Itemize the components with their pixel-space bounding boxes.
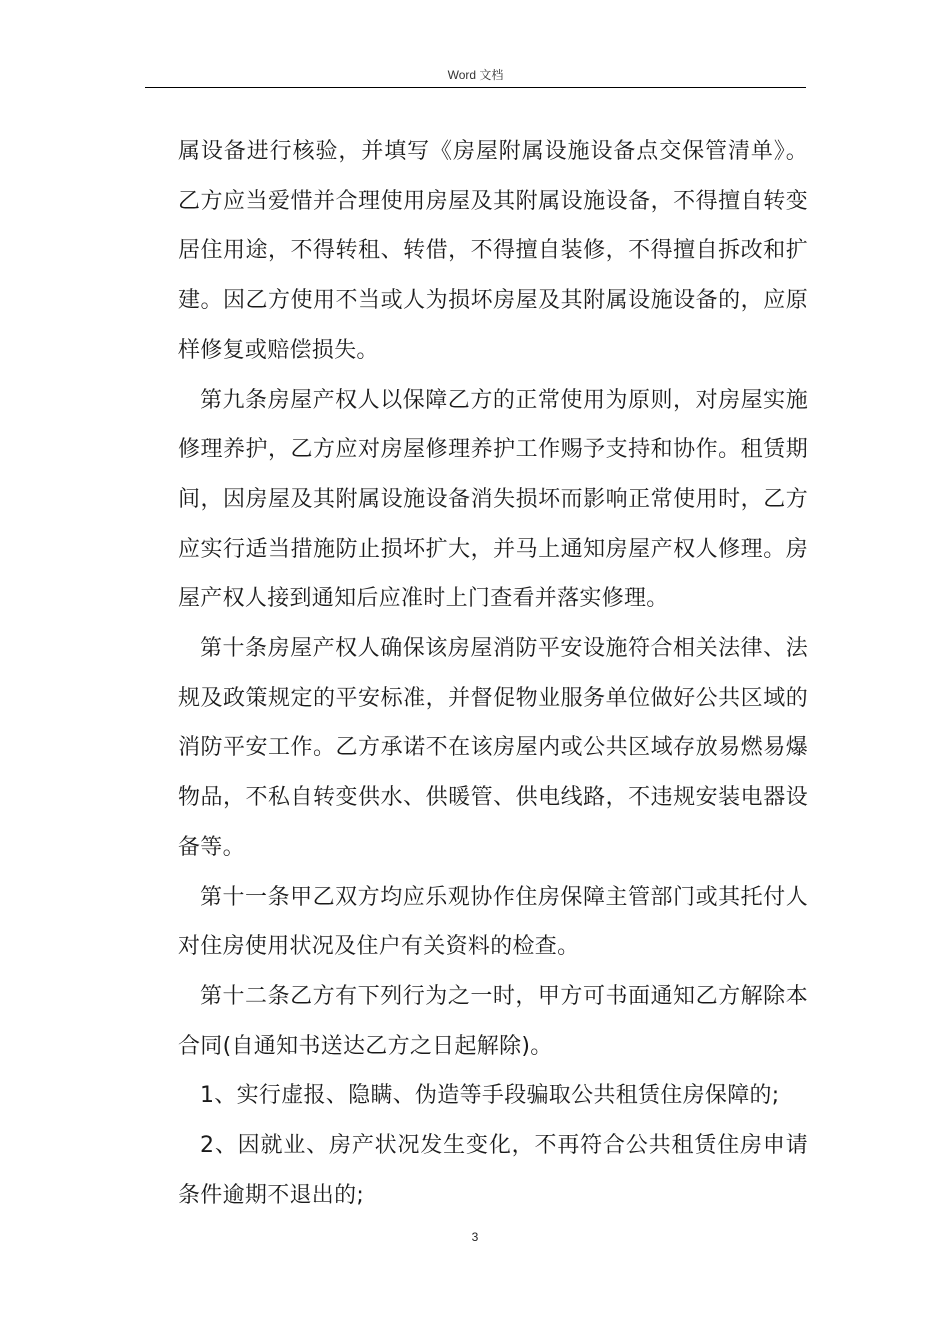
paragraph: 2、因就业、房产状况发生变化，不再符合公共租赁住房申请条件逾期不退出的; — [178, 1133, 808, 1208]
paragraph: 第十条房屋产权人确保该房屋消防平安设施符合相关法律、法规及政策规定的平安标准，并督促物业服务单位做好公共区域的消防平安工作。乙方承诺不在该房屋内或公共区域存放易燃易爆物品，不私自转变供水、供暖管、供电线路，不违规安装电器设备等。 — [178, 636, 808, 860]
paragraph: 属设备进行核验，并填写《房屋附属设施设备点交保管清单》。乙方应当爱惜并合理使用房屋及其附属设施设备，不得擅自转变居住用途，不得转租、转借，不得擅自装修，不得擅自拆改和扩建。因乙方使用不当或人为损坏房屋及其附属设施设备的，应原样修复或赔偿损失。 — [178, 139, 808, 363]
page-header: Word 文档 — [447, 68, 504, 82]
paragraph: 1、实行虚报、隐瞒、伪造等手段骗取公共租赁住房保障的; — [200, 1083, 780, 1109]
paragraph: 第九条房屋产权人以保障乙方的正常使用为原则，对房屋实施修理养护，乙方应对房屋修理养护工作赐予支持和协作。租赁期间，因房屋及其附属设施设备消失损坏而影响正常使用时，乙方应实行适当措施防止损坏扩大，并马上通知房屋产权人修理。房屋产权人接到通知后应准时上门查看并落实修理。 — [178, 387, 808, 612]
page-number: 3 — [471, 1230, 479, 1244]
header-divider — [145, 87, 806, 88]
paragraph: 第十二条乙方有下列行为之一时，甲方可书面通知乙方解除本合同(自通知书送达乙方之日起解除)。 — [178, 983, 808, 1059]
paragraph: 第十一条甲乙双方均应乐观协作住房保障主管部门或其托付人对住房使用状况及住户有关资料的检查。 — [178, 884, 808, 960]
document-body — [178, 127, 808, 1220]
